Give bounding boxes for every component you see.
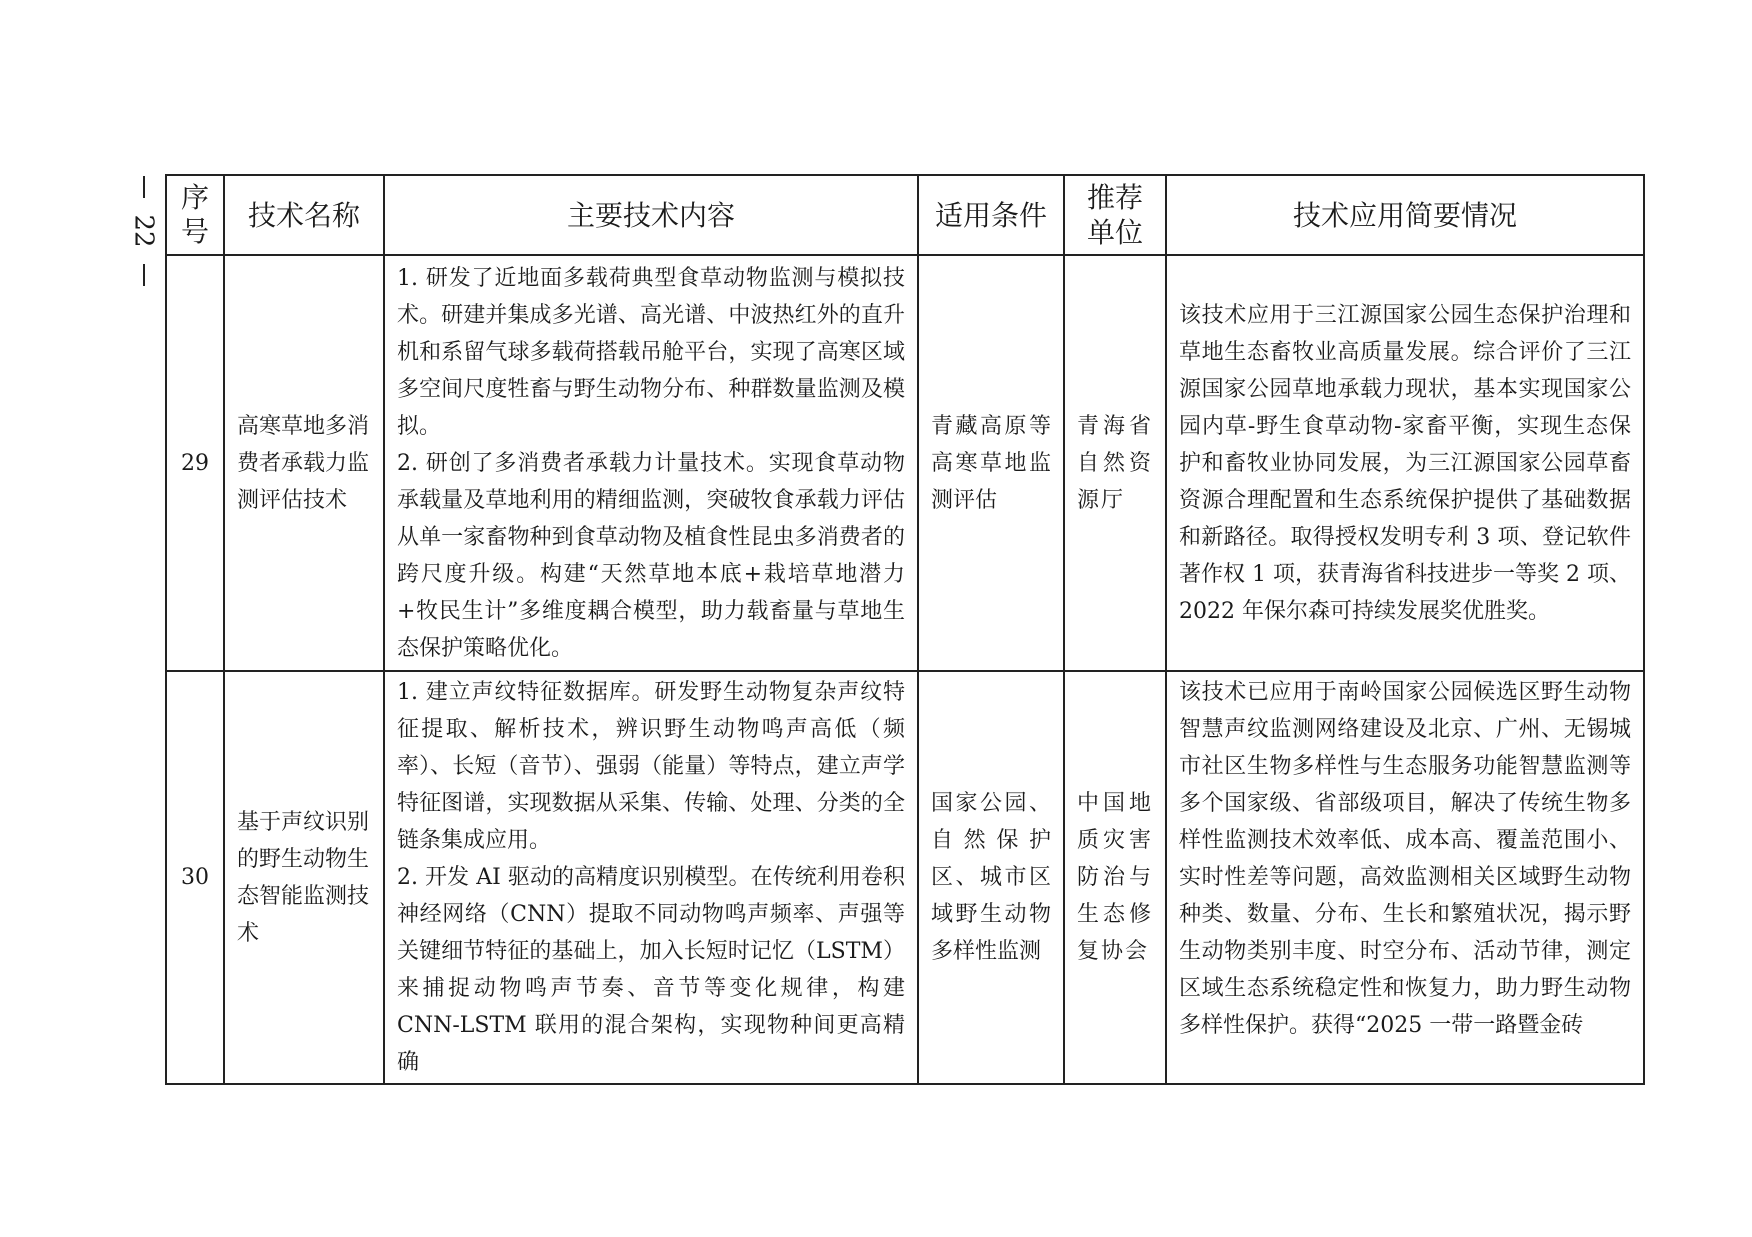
header-seq: 序号	[166, 175, 224, 255]
row-seq: 30	[166, 671, 224, 1084]
page-number-dash-bottom	[143, 264, 145, 286]
row-name	[224, 671, 384, 1084]
row-unit	[1064, 255, 1166, 671]
table-row	[166, 671, 1644, 1084]
row-unit-text: 中国地质灾害防治与生态修复协会	[1077, 791, 1153, 964]
table-row	[166, 255, 1644, 671]
page-number-dash-top	[143, 176, 145, 198]
row-condition-text: 青藏高原等高寒草地监测评估	[931, 413, 1051, 513]
row-content	[384, 671, 918, 1084]
row-name-text: 高寒草地多消费者承载力监测评估技术	[237, 413, 370, 513]
row-seq: 29	[166, 255, 224, 671]
row-content-item-2: 2. 开发 AI 驱动的高精度识别模型。在传统利用卷积神经网络（CNN）提取不同动物鸣声频率、声强等关键细节特征的基础上，加入长短时记忆（LSTM）来捕捉动物鸣声节奏、音节等变化规律，构建 CNN-LSTM 联用的混合架构，实现物种间更高精确	[397, 865, 905, 1075]
header-application: 技术应用简要情况	[1166, 175, 1644, 255]
row-unit	[1064, 671, 1166, 1084]
row-name	[224, 255, 384, 671]
row-unit-text: 青海省自然资源厅	[1077, 413, 1153, 513]
row-content-item-2: 2. 研创了多消费者承载力计量技术。实现食草动物承载量及草地利用的精细监测，突破牧食承载力评估从单一家畜物种到食草动物及植食性昆虫多消费者的跨尺度升级。构建“天然草地本底+栽培草地潜力+牧民生计”多维度耦合模型，助力载畜量与草地生态保护策略优化。	[397, 450, 905, 661]
header-name: 技术名称	[224, 175, 384, 255]
technology-table	[165, 174, 1645, 1085]
page-number-text: 22	[129, 214, 159, 248]
row-content-item-1: 1. 建立声纹特征数据库。研发野生动物复杂声纹特征提取、解析技术，辨识野生动物鸣声高低（频率）、长短（音节）、强弱（能量）等特点，建立声学特征图谱，实现数据从采集、传输、处理、分类的全链条集成应用。	[397, 680, 905, 853]
row-condition-text: 国家公园、自然保护区、城市区域野生动物多样性监测	[931, 791, 1051, 964]
row-application	[1166, 255, 1644, 671]
row-application-text: 该技术应用于三江源国家公园生态保护治理和草地生态畜牧业高质量发展。综合评价了三江源国家公园草地承载力现状，基本实现国家公园内草-野生食草动物-家畜平衡，实现生态保护和畜牧业协同发展，为三江源国家公园草畜资源合理配置和生态系统保护提供了基础数据和新路径。取得授权发明专利 3 项、登记软件著作权 1 项，获青海省科技进步一等奖 2 项、2022 年保尔森可持续发展奖优胜奖。	[1179, 302, 1631, 624]
row-application	[1166, 671, 1644, 1084]
row-condition	[918, 671, 1064, 1084]
row-content-item-1: 1. 研发了近地面多载荷典型食草动物监测与模拟技术。研建并集成多光谱、高光谱、中波热红外的直升机和系留气球多载荷搭载吊舱平台，实现了高寒区域多空间尺度牲畜与野生动物分布、种群数量监测及模拟。	[397, 265, 905, 439]
header-condition: 适用条件	[918, 175, 1064, 255]
table-header-row	[166, 175, 1644, 255]
header-content: 主要技术内容	[384, 175, 918, 255]
page-number	[124, 176, 164, 286]
row-content	[384, 255, 918, 671]
header-unit: 推荐单位	[1064, 175, 1166, 255]
row-name-text: 基于声纹识别的野生动物生态智能监测技术	[237, 809, 370, 946]
row-condition	[918, 255, 1064, 671]
row-application-text: 该技术已应用于南岭国家公园候选区野生动物智慧声纹监测网络建设及北京、广州、无锡城市社区生物多样性与生态服务功能智慧监测等多个国家级、省部级项目，解决了传统生物多样性监测技术效率低、成本高、覆盖范围小、实时性差等问题，高效监测相关区域野生动物种类、数量、分布、生长和繁殖状况，揭示野生动物类别丰度、时空分布、活动节律，测定区域生态系统稳定性和恢复力，助力野生动物多样性保护。获得“2025 一带一路暨金砖	[1179, 680, 1631, 1038]
